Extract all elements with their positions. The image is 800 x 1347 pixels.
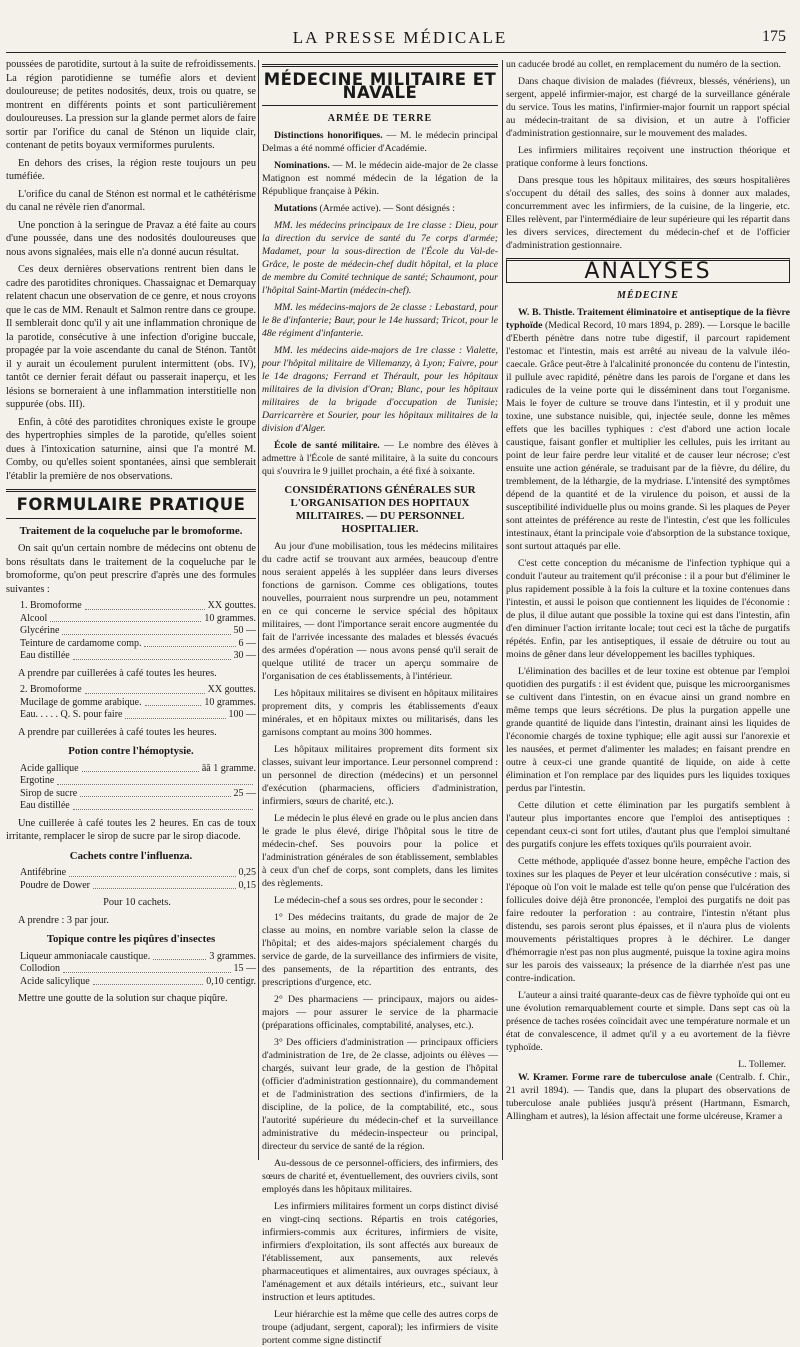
section-title-formulaire: FORMULAIRE PRATIQUE bbox=[16, 495, 246, 514]
author-signature: L. Tollemer. bbox=[738, 1059, 786, 1070]
paragraph: Enfin, à côté des parotidites chroniques existe le groupe des hypertrophies simples de la parotide, qu'elles soient dues à l'intoxication saturnine, ainsi que l'a montré M. Comby, ou qu'elles soient spontanées, ainsi que semblerait l'établir la première de nos observations. bbox=[6, 416, 256, 482]
paragraph: En dehors des crises, la région reste toujours un peu tuméfiée. bbox=[6, 157, 256, 182]
paragraph: Nominations. — M. le médecin aide-major de 2e classe Matignon est nommé médecin de la légation de la République française à Pékin. bbox=[262, 160, 498, 197]
paragraph: Les infirmiers militaires forment un corps distinct divisé en vingt-cinq sections. Répartis en trois catégories, infirmiers-commis aux écritures, infirmiers de visite, infirmiers d'exploitation, ils sont affectés aux bureaux de l'établissement, aux pansements, aux relevés pharmaceutiques et alimentaires, aux ouvrages spéciaux, à l'aménagement et aux détails intérieurs, etc., suivant leur instruction et leurs aptitudes. bbox=[262, 1201, 498, 1303]
paragraph: MM. les médecins principaux de 1re classe : Dieu, pour la direction du service de santé du 7e corps d'armée; Madamet, pour la sous-direction de l'École du Val-de-Grâce, le poste de médecin-chef dudit hôpital, et la place de membre du Comité technique de santé; Schaumont, pour l'hôpital Saint-Martin (médecin-chef). bbox=[262, 220, 498, 296]
recipe-item: Antifébrine 0,25 bbox=[20, 867, 256, 878]
recipe-note: Pour 10 cachets. bbox=[103, 897, 171, 908]
recipe-item: Eau distillée 30 — bbox=[20, 650, 256, 661]
paragraph: C'est cette conception du mécanisme de l'infection typhique qui a conduit l'auteur au traitement qu'il préconise : il a pour but d'éliminer le plus rapidement possible à la fois la culture et la toxine contenues dans l'intestin, et aussi le poison que contiennent les liquides de l'économie : de plus, il dilue autant que possible la toxine qui est dans l'intestin, afin d'en diminuer l'action irritante locale; tout ceci est la tâche de purgatifs répétés. Enfin, par les antiseptiques, il essaie de détruire ou tout au moins de gêner dans leur développement les bacilles typhiques. bbox=[506, 558, 790, 660]
section-rule bbox=[262, 64, 498, 67]
paragraph: W. B. Thistle. Traitement éliminatoire et antiseptique de la fièvre typhoïde (Medical Record, 10 mars 1894, p. 289). — Lorsque le bacille d'Eberth pénètre dans notre tube digestif, il parcourt rapidement l'estomac et l'intestin, mais est arrêté au niveau de la valvule iléo-caecale. Grâce peut-être à l'alcalinité prononcée du contenu de l'intestin, il pullule avec rapidité, pénètre dans les parois de l'organe et dans les radicules de la veine porte qui le disséminent dans tout l'organisme. Mais le foyer de culture se trouve dans l'intestin, et il y produit une toxine, une substance nuisible, qui, injectée seule, donne les mêmes effets que les bacilles typhiques : c'est d'abord une action locale caustique, faisant gonfler et multiplier les cellules, puis les irritant au point de leur faire perdre leur vitalité et de causer leur nécrose; c'est ensuite une action générale, se traduisant par de la fièvre, du délire, du tremblement, de la léthargie, de la mydriase. L'intensité des symptômes dépend de la quantité et de la virulence du poison, et aussi de la susceptibilité individuelle plus ou moins grande. Si les plaques de Peyer sont atteintes de préférence au reste de l'intestin, c'est que les follicules intestinaux, étant la principale voie d'absorption de la substance toxique, sont surtout attaqués par elle. bbox=[506, 307, 790, 552]
recipe-item: Mucilage de gomme arabique. 10 grammes. bbox=[20, 696, 256, 708]
recipe-note: Mettre une goutte de la solution sur chaque piqûre. bbox=[18, 993, 228, 1004]
recipe-item: Sirop de sucre 25 — bbox=[20, 787, 256, 799]
recipe-item: Glycérine 50 — bbox=[20, 625, 256, 636]
recipe-item: Ergotine bbox=[20, 775, 256, 788]
page-number: 175 bbox=[762, 28, 786, 45]
paragraph: Cette méthode, appliquée d'assez bonne heure, empêche l'action des toxines sur les plaques de Peyer et leur ulcération consécutive : mais, si l'époque où l'on voit le malade est telle qu'on pense que l'ulcération des follicules doive déjà être prononcée, l'emploi des purgatifs ne doit pas faire redouter la perforation : au contraire, l'intestin n'étant plus distendu, ses parois seront plus épaisses, et il n'aura plus de violents mouvements péristaltiques propres à le déchirer. Le danger d'hémorragie n'est pas non plus augmenté, puisque la toxine agira moins sur les parois des vaisseaux; la présence de la diarrhée n'est pas une contre-indication. bbox=[506, 856, 790, 984]
section-rule bbox=[262, 105, 498, 106]
recipe-list bbox=[20, 763, 256, 813]
header-rule bbox=[6, 52, 786, 53]
recipe-item: 1. Bromoforme XX gouttes. bbox=[20, 600, 256, 611]
paragraph: L'orifice du canal de Sténon est normal et le cathétérisme du canal ne révèle rien d'anormal. bbox=[6, 188, 256, 213]
recipe-title: Traitement de la coqueluche par le bromoforme. bbox=[19, 524, 243, 537]
column-left bbox=[6, 58, 256, 1163]
paragraph: On sait qu'un certain nombre de médecins ont obtenu de bons résultats dans le traitement de la coqueluche par le bromoforme, qu'on peut prescrire d'après une des formules suivantes : bbox=[6, 543, 256, 595]
subsection-title: MÉDECINE bbox=[617, 290, 679, 301]
section-title-medecine-militaire: MÉDECINE MILITAIRE ET NAVALE bbox=[263, 70, 497, 102]
paragraph: École de santé militaire. — Le nombre des élèves à admettre à l'École de santé militaire, à la suite du concours qui s'ouvrira le 9 juillet prochain, a été fixé à soixante. bbox=[262, 440, 498, 477]
section-title-analyses: ANALYSES bbox=[506, 258, 790, 283]
paragraph: poussées de parotidite, surtout à la suite de refroidissements. La région parotidienne se tuméfie alors et devient douloureuse; de petites nodosités, deux, trois ou quatre, se montrent en différents points et sont particulièrement douloureuses. La pression sur la glande permet alors de faire sortir par l'orifice du canal de Sténon un liquide clair, contenant de petits boyaux vermiformes purulents. bbox=[6, 59, 256, 151]
paragraph: Une ponction à la seringue de Pravaz a été faite au cours d'une poussée, dans une des nodosités douloureuses que nous avons signalées, mais elle n'a donné aucun résultat. bbox=[6, 219, 256, 258]
paragraph: L'auteur a ainsi traité quarante-deux cas de fièvre typhoïde qui ont eu une évolution remarquablement courte et simple. Dans sept cas où la présence de taches rosées coïncidait avec une température normale et un état de convalescence, il admet qu'il y a eu avortement de la fièvre typhoïde. bbox=[506, 990, 790, 1053]
section-rule bbox=[6, 518, 256, 519]
recipe-item: 2. Bromoforme XX gouttes. bbox=[20, 684, 256, 695]
recipe-item: Eau distillée bbox=[20, 800, 256, 813]
paragraph: un caducée brodé au collet, en remplacement du numéro de la section. bbox=[506, 59, 782, 70]
paragraph: Distinctions honorifiques. — M. le médecin principal Delmas a été nommé officier d'Académie. bbox=[262, 130, 498, 154]
recipe-item: Acide salicylique 0,10 centigr. bbox=[20, 975, 256, 987]
recipe-item: Collodion 15 — bbox=[20, 963, 256, 974]
article-title: CONSIDÉRATIONS GÉNÉRALES SUR L'ORGANISATION DES HOPITAUX MILITAIRES. — DU PERSONNEL HOSPITALIER. bbox=[284, 484, 476, 535]
recipe-note: A prendre par cuillerées à café toutes les heures. bbox=[18, 667, 217, 679]
column-divider bbox=[502, 60, 503, 1160]
paragraph: L'élimination des bacilles et de leur toxine est obtenue par l'emploi quotidien des purgatifs : il est évident que, puisque les microorganismes se cultivent dans l'intestin, on en évacue ainsi un grand nombre en même temps que leurs sécrétions. De plus la purgation appelle une grande quantité de liquide dans l'intestin, drainant ainsi les liquides de l'économie chargés de toxine typhique; elle agit aussi sur l'anorexie et les nausées, et permet d'alimenter les malades; en faisant prendre en outre à ceux-ci une grande quantité de liquide, on aide à cette élimination et l'on remplace par des liquides purs les liquides toxiques perdus par l'intestin. bbox=[506, 666, 790, 794]
paragraph: Au jour d'une mobilisation, tous les médecins militaires du cadre actif se trouvant aux armées, beaucoup d'entre nous seraient appelés à les suppléer dans leurs diverses fonctions de garnison. Comme ces obligations, toutes nouvelles, pourraient nous surprendre un peu, notamment en ce qui concerne le service spécial des hôpitaux militaires, — dont l'importance serait encore augmentée du fait de l'arrivée incessante des malades et blessés évacués des armées d'opération — nous avons pensé qu'il serait de quelque utilité de tracer un aperçu sommaire de l'organisation de ces établissements, à l'intérieur. bbox=[262, 541, 498, 682]
recipe-item: Liqueur ammoniacale caustique. 3 grammes. bbox=[20, 950, 256, 962]
recipe-list bbox=[20, 951, 256, 989]
paragraph: Cette dilution et cette élimination par les purgatifs semblent à l'auteur plus importantes encore que l'emploi des antiseptiques : cependant ceux-ci sont fort utiles, d'autant plus que l'emploi simultané des purgatifs conjure les effets toxiques qu'ils pourraient avoir. bbox=[506, 800, 790, 850]
paragraph: Les infirmiers militaires reçoivent une instruction théorique et pratique conforme à leurs fonctions. bbox=[506, 145, 790, 169]
column-right bbox=[506, 58, 790, 1163]
paragraph: Le médecin-chef a sous ses ordres, pour le seconder : bbox=[274, 895, 483, 906]
paragraph: Le médecin le plus élevé en grade ou le plus ancien dans le grade le plus élevé, dirige l'hôpital sous le titre de médecin-chef. Ses pouvoirs pour la police et l'administration générales de son établissement, semblables à ceux d'un chef de corps, sont complets, dans les limites des règlements. bbox=[262, 813, 498, 889]
recipe-item: Teinture de cardamome comp. 6 — bbox=[20, 637, 256, 649]
recipe-item: Alcool 10 grammes. bbox=[20, 612, 256, 624]
paragraph: 2° Des pharmaciens — principaux, majors ou aides-majors — pour assurer le service de la pharmacie (préparations officinales, comptabilité, analyses, etc.). bbox=[262, 994, 498, 1031]
recipe-item: Eau. . . . . Q. S. pour faire 100 — bbox=[20, 709, 256, 720]
column-middle bbox=[262, 58, 498, 1346]
recipe-list bbox=[20, 684, 256, 722]
paragraph: Mutations (Armée active). — Sont désignés : bbox=[274, 203, 455, 214]
recipe-title: Cachets contre l'influenza. bbox=[69, 849, 193, 862]
page-header bbox=[0, 28, 800, 52]
paragraph: Leur hiérarchie est la même que celle des autres corps de troupe (adjudant, sergent, caporal); les infirmiers de visite portent comme signe distinctif bbox=[262, 1309, 498, 1346]
recipe-note: A prendre par cuillerées à café toutes les heures. bbox=[18, 726, 217, 738]
paragraph: Ces deux dernières observations rentrent bien dans le cadre des parotidites chroniques. Chassaignac et Demarquay relatent chacun une observation de ce genre, et nous croyons que le cas de MM. Renault et Salmon rentre dans ce groupe. Il semblerait donc qu'il y ait une inflammation chronique de la parotide, consécutive à une infection d'origine buccale, propagée par la voie ascendante du canal de Sténon. Tantôt il y aurait un écoulement purulent intermittent (obs. IV), tantôt ce dernier ferait défaut ou passerait inaperçu, et les lésions se borneraient à une inflammation interstitielle non suppurée (obs. III). bbox=[6, 264, 256, 410]
paragraph: Au-dessous de ce personnel-officiers, des infirmiers, des sœurs de charité et, éventuellement, des ouvriers civils, sont employés dans les hôpitaux militaires. bbox=[262, 1158, 498, 1195]
paragraph: Dans chaque division de malades (fiévreux, blessés, vénériens), un sergent, appelé infirmier-major, est chargé de la surveillance générale du service. Tous les matins, l'infirmier-major fournit un rapport spécial au médecin-traitant de sa division, et un autre à l'officier d'administration gestionnaire, sur le mouvement des malades. bbox=[506, 76, 790, 139]
recipe-title: Topique contre les piqûres d'insectes bbox=[46, 933, 216, 945]
paragraph: MM. les médecins aide-majors de 1re classe : Vialette, pour l'hôpital militaire de Villemanzy, à Lyon; Faivre, pour le 14e dragons; Ferrand et Thérault, pour les hôpitaux militaires de la division d'Oran; Blanc, pour les hôpitaux militaires de la brigade d'occupation de Tunisie; Darricarrère et Sourier, pour les hôpitaux militaires de la division d'Alger. bbox=[262, 345, 498, 434]
recipe-list bbox=[20, 867, 256, 892]
journal-title: LA PRESSE MÉDICALE bbox=[292, 28, 508, 47]
paragraph: W. Kramer. Forme rare de tuberculose anale (Centralb. f. Chir., 21 avril 1894). — Tandis que, dans la plupart des observations de tuberculose anale publiées jusqu'à présent (Hartmann, Esmarch, Allingham et autres), la lésion affectait une forme ulcéreuse, Kramer a bbox=[506, 1072, 790, 1122]
paragraph: 1° Des médecins traitants, du grade de major de 2e classe au moins, en nombre variable selon la classe de l'hôpital; et des aides-majors spécialement chargés du service de garde, de la surveillance des infirmiers de visite, des pansements, de la répartition des entrants, des prescriptions d'urgence, etc. bbox=[262, 912, 498, 988]
column-divider bbox=[258, 60, 259, 1160]
recipe-note: Une cuillerée à café toutes les 2 heures. En cas de toux irritante, remplacer le sirop de sucre par le sirop diacode. bbox=[6, 817, 256, 842]
paragraph: Dans presque tous les hôpitaux militaires, des sœurs hospitalières s'occupent du détail des salles, des soins à donner aux malades, concurremment avec les infirmiers, de la cuisine, de la lingerie, etc. Elles relèvent, par l'intermédiaire de leur supérieure qui les répartit dans les divers services, directement du médecin-chef et de l'officier d'administration gestionnaire. bbox=[506, 175, 790, 251]
paragraph: MM. les médecins-majors de 2e classe : Lebastard, pour le 8e d'infanterie; Baur, pour le 14e hussard; Tricot, pour le 48e régiment d'infanterie. bbox=[262, 302, 498, 339]
section-rule bbox=[6, 489, 256, 492]
paragraph: Les hôpitaux militaires proprement dits forment six classes, suivant leur importance. Leur personnel comprend : un personnel de direction (médecins) et un personnel d'exécution (pharmaciens, officiers d'administration, infirmiers, sœurs de charité, etc.). bbox=[262, 744, 498, 807]
recipe-list bbox=[20, 600, 256, 663]
recipe-title: Potion contre l'hémoptysie. bbox=[68, 745, 194, 757]
recipe-note: A prendre : 3 par jour. bbox=[18, 914, 109, 926]
subsection-title: ARMÉE DE TERRE bbox=[327, 113, 433, 124]
recipe-item: Poudre de Dower 0,15 bbox=[20, 879, 256, 891]
recipe-item: Acide gallique āā 1 gramme. bbox=[20, 762, 256, 774]
paragraph: 3° Des officiers d'administration — principaux officiers d'administration de 1re, de 2e classe, adjoints ou élèves — chargés, suivant leur grade, de la gestion de l'hôpital (officier d'administration gestionnaire), du commandement et de l'administration des sections d'infirmiers, de la discipline, de la police, de la comptabilité, etc., sous l'autorité supérieure du médecin-chef et la surveillance administrative du médecin-inspecteur ou principal, directeur du service de santé de la région. bbox=[262, 1037, 498, 1152]
paragraph: Les hôpitaux militaires se divisent en hôpitaux militaires proprement dits, y compris les établissements d'eaux minérales, et en hôpitaux mixtes ou militarisés, dans les garnisons comptant au moins 300 hommes. bbox=[262, 688, 498, 738]
